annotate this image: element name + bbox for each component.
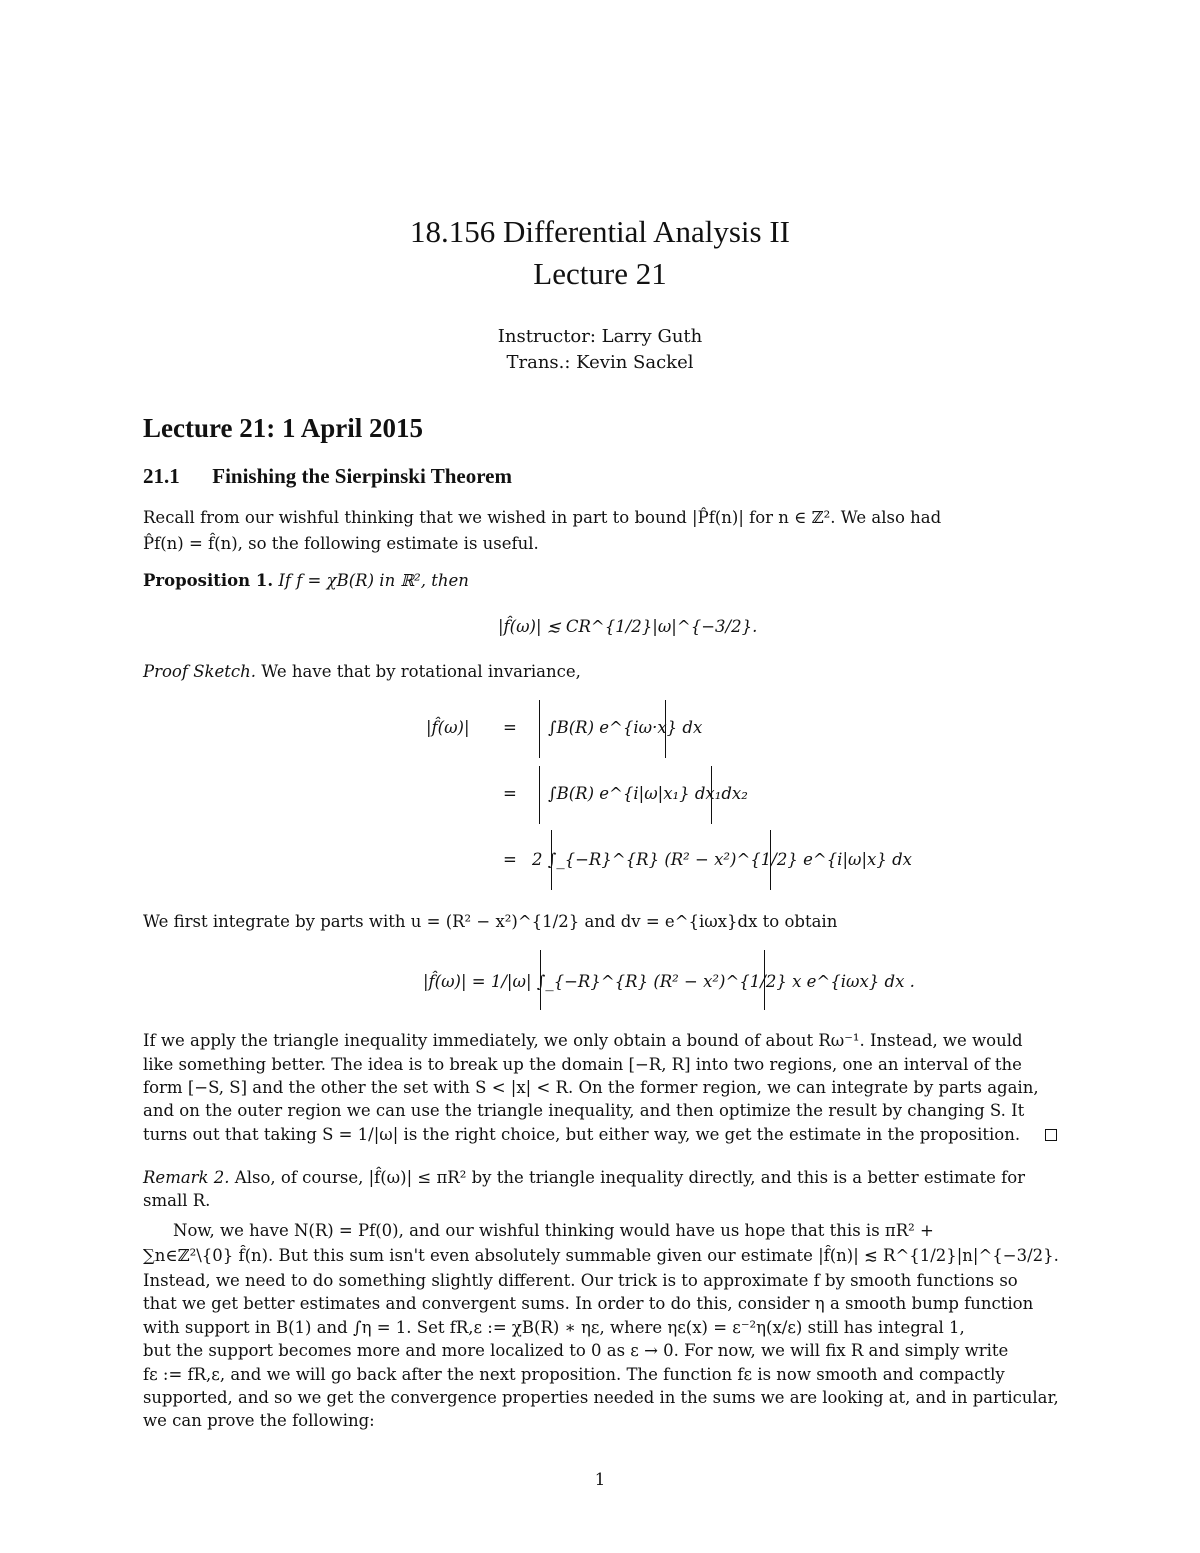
- subsection-heading: [143, 464, 512, 489]
- closing-line: ∑n∈ℤ²\{0} f̂(n). But this sum isn't even absolutely summable given our estimate |f̂(n)| ≲ R^{1/2}|n|^{−3/2}.: [143, 1246, 1059, 1265]
- closing-line: fε := fR,ε, and we will go back after the next proposition. The function fε is now smooth and compactly: [143, 1365, 1005, 1384]
- proof-label: Proof Sketch.: [143, 662, 257, 681]
- remark-line-1: [143, 1168, 1025, 1187]
- eq-row-2-rel: =: [503, 784, 517, 803]
- proof-para-line: form [−S, S] and the other the set with S < |x| < R. On the former region, we can integrate by parts again,: [143, 1078, 1039, 1097]
- lecture-number: Lecture 21: [533, 256, 667, 291]
- intro-line-2: P̂f(n) = f̂(n), so the following estimate is useful.: [143, 534, 539, 553]
- abs-bar-right: [711, 766, 712, 824]
- abs-bar-right: [764, 950, 765, 1010]
- proof-intro: [143, 662, 581, 681]
- section-heading: Lecture 21: 1 April 2015: [143, 413, 423, 443]
- proof-text: We have that by rotational invariance,: [261, 662, 581, 681]
- parts-equation: |f̂(ω)| = 1/|ω| ∫_{−R}^{R} (R² − x²)^{1/2} x e^{iωx} dx .: [423, 972, 915, 991]
- eq-row-1-rel: =: [503, 718, 517, 737]
- proposition: [143, 571, 469, 590]
- abs-bar-right: [770, 830, 771, 890]
- proposition-label: Proposition 1.: [143, 571, 274, 590]
- eq-row-1-lhs: |f̂(ω)|: [426, 718, 470, 737]
- proof-para-line: If we apply the triangle inequality immediately, we only obtain a bound of about Rω⁻¹. Instead, we would: [143, 1031, 1023, 1050]
- page-number: 1: [594, 1470, 606, 1489]
- remark-label: Remark 2.: [143, 1168, 230, 1187]
- remark-text: Also, of course, |f̂(ω)| ≤ πR² by the triangle inequality directly, and this is a better estimate for: [234, 1168, 1026, 1187]
- qed-symbol: [1045, 1129, 1057, 1141]
- translator-line: Trans.: Kevin Sackel: [506, 352, 694, 373]
- abs-bar-left: [539, 766, 540, 824]
- proof-para-line: and on the outer region we can use the triangle inequality, and then optimize the result by changing S. It: [143, 1101, 1025, 1120]
- subsection-number: 21.1: [143, 464, 180, 488]
- closing-line: Now, we have N(R) = Pf(0), and our wishful thinking would have us hope that this is πR² +: [173, 1221, 934, 1240]
- eq-row-3-rhs: 2 ∫_{−R}^{R} (R² − x²)^{1/2} e^{i|ω|x} dx: [532, 850, 912, 869]
- proof-para-line: turns out that taking S = 1/|ω| is the right choice, but either way, we get the estimate in the proposition.: [143, 1125, 1021, 1144]
- abs-bar-left: [539, 700, 540, 758]
- remark-line-2: small R.: [143, 1191, 211, 1210]
- closing-line: Instead, we need to do something slightly different. Our trick is to approximate f by smooth functions so: [143, 1271, 1018, 1290]
- closing-line: with support in B(1) and ∫η = 1. Set fR,ε := χB(R) ∗ ηε, where ηε(x) = ε⁻²η(x/ε) still has integral 1,: [143, 1318, 965, 1337]
- proof-para-line: like something better. The idea is to break up the domain [−R, R] into two regions, one an interval of the: [143, 1055, 1022, 1074]
- closing-line: we can prove the following:: [143, 1411, 375, 1430]
- proposition-statement: If f = χB(R) in ℝ², then: [278, 571, 469, 590]
- abs-bar-right: [665, 700, 666, 758]
- document-title: 18.156 Differential Analysis II: [410, 214, 790, 249]
- closing-line: but the support becomes more and more localized to 0 as ε → 0. For now, we will fix R and simply write: [143, 1341, 1009, 1360]
- eq-row-2-rhs: ∫B(R) e^{i|ω|x₁} dx₁dx₂: [548, 784, 748, 803]
- eq-row-3-rel: =: [503, 850, 517, 869]
- parts-text: We first integrate by parts with u = (R² − x²)^{1/2} and dv = e^{iωx}dx to obtain: [143, 912, 838, 931]
- closing-line: supported, and so we get the convergence properties needed in the sums we are looking at, and in particular,: [143, 1388, 1059, 1407]
- eq-row-1-rhs: ∫B(R) e^{iω·x} dx: [548, 718, 703, 737]
- subsection-title: Finishing the Sierpinski Theorem: [212, 464, 512, 488]
- closing-line: that we get better estimates and convergent sums. In order to do this, consider η a smooth bump function: [143, 1294, 1034, 1313]
- instructor-line: Instructor: Larry Guth: [497, 326, 703, 347]
- proposition-equation: |f̂(ω)| ≲ CR^{1/2}|ω|^{−3/2}.: [498, 617, 758, 636]
- intro-line-1: Recall from our wishful thinking that we wished in part to bound |P̂f(n)| for n ∈ ℤ². We also had: [143, 508, 942, 527]
